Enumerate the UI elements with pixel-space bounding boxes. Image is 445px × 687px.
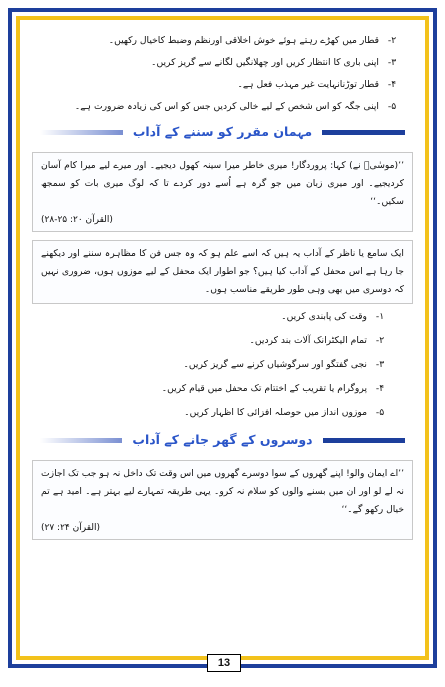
list-item-text: موزوں انداز میں حوصلہ افزائی کا اظہار کریں۔ bbox=[184, 407, 367, 418]
list-item-text: پروگرام یا تقریب کے اختتام تک محفل میں قیام کریں۔ bbox=[161, 383, 367, 394]
list-item-text: وقت کی پابندی کریں۔ bbox=[281, 311, 367, 322]
list-item bbox=[26, 358, 393, 372]
section-heading-text: دوسروں کے گھر جانے کے آداب bbox=[122, 430, 322, 450]
list-item bbox=[26, 334, 393, 348]
list-item-text: قطار میں کھڑے رہتے ہوئے خوش اخلاقی اورنظم وضبط کاخیال رکھیں۔ bbox=[108, 35, 379, 46]
quote-reference: (القرآن ۲۰: ۲۵-۲۸) bbox=[41, 215, 113, 225]
etiquette-list bbox=[26, 310, 419, 420]
list-item-number: ۵- bbox=[375, 407, 385, 418]
list-item bbox=[26, 310, 393, 324]
list-item-number: ۵- bbox=[387, 101, 397, 112]
page-frame bbox=[8, 8, 437, 668]
section-heading-guest-speaker bbox=[26, 122, 419, 144]
list-item bbox=[26, 56, 405, 70]
list-item bbox=[26, 382, 393, 396]
list-item bbox=[26, 406, 393, 420]
list-item-number: ۴- bbox=[387, 79, 397, 90]
list-item-number: ۲- bbox=[375, 335, 385, 346]
list-item-number: ۲- bbox=[387, 35, 397, 46]
paragraph-box bbox=[32, 240, 413, 304]
section-paragraph: ایک سامع یا ناظر کے آداب یہ ہیں کہ اسے علم ہو کہ وہ جس فن کا مظاہرہ سننے اور دیکھنے جا رہا ہے اس محفل کے آداب کیا ہیں؟ جو اطوار ایک محفل کے لیے موزوں ہوں، ضروری نہیں کہ دوسری میں بھی وہی طور طریقے مناسب ہوں۔ bbox=[41, 248, 404, 295]
list-item-number: ۴- bbox=[375, 383, 385, 394]
list-item-text: قطار توڑنانہایت غیر مہذب فعل ہے۔ bbox=[237, 79, 379, 90]
section-heading-visiting bbox=[26, 430, 419, 452]
list-item-text: تمام الیکٹرانک آلات بند کردیں۔ bbox=[249, 335, 367, 346]
page-inner-border bbox=[16, 16, 429, 660]
page-content bbox=[26, 24, 419, 638]
list-item-text: اپنی جگہ کو اس شخص کے لیے خالی کردیں جس کو اس کی زیادہ ضرورت ہے۔ bbox=[74, 101, 379, 112]
list-item-number: ۱- bbox=[375, 311, 385, 322]
list-item-text: نجی گفتگو اور سرگوشیاں کرنے سے گریز کریں۔ bbox=[183, 359, 367, 370]
quote-text: ’’(موسٰیؑ نے) کہا: پروردگار! میری خاطر میرا سینہ کھول دیجیے۔ اور میرے لیے میرا کام آسان کردیجیے۔ اور میری زبان میں جو گرہ ہے اُسے دور کردے تا کہ لوگ میری بات کو سمجھ سکیں۔‘‘ bbox=[41, 160, 404, 207]
quote-box bbox=[32, 460, 413, 540]
section-heading-text: مہمان مقرر کو سننے کے آداب bbox=[123, 122, 322, 142]
top-list bbox=[26, 34, 419, 114]
quote-text: ’’اے ایمان والو! اپنے گھروں کے سوا دوسرے گھروں میں اس وقت تک داخل نہ ہو جب تک اجازت نہ لے لو اور ان میں بسنے والوں کو سلام نہ کرو۔ یہی طریقہ تمہارے لیے بہتر ہے۔ امید ہے تم خیال رکھو گے۔‘‘ bbox=[41, 468, 404, 515]
page-number: 13 bbox=[207, 654, 241, 672]
list-item bbox=[26, 34, 405, 48]
list-item bbox=[26, 100, 405, 114]
quote-box bbox=[32, 152, 413, 232]
list-item-number: ۳- bbox=[387, 57, 397, 68]
list-item bbox=[26, 78, 405, 92]
quote-reference: (القرآن ۲۴: ۲۷) bbox=[41, 523, 101, 533]
list-item-text: اپنی باری کا انتظار کریں اور چھلانگیں لگانے سے گریز کریں۔ bbox=[151, 57, 379, 68]
list-item-number: ۳- bbox=[375, 359, 385, 370]
